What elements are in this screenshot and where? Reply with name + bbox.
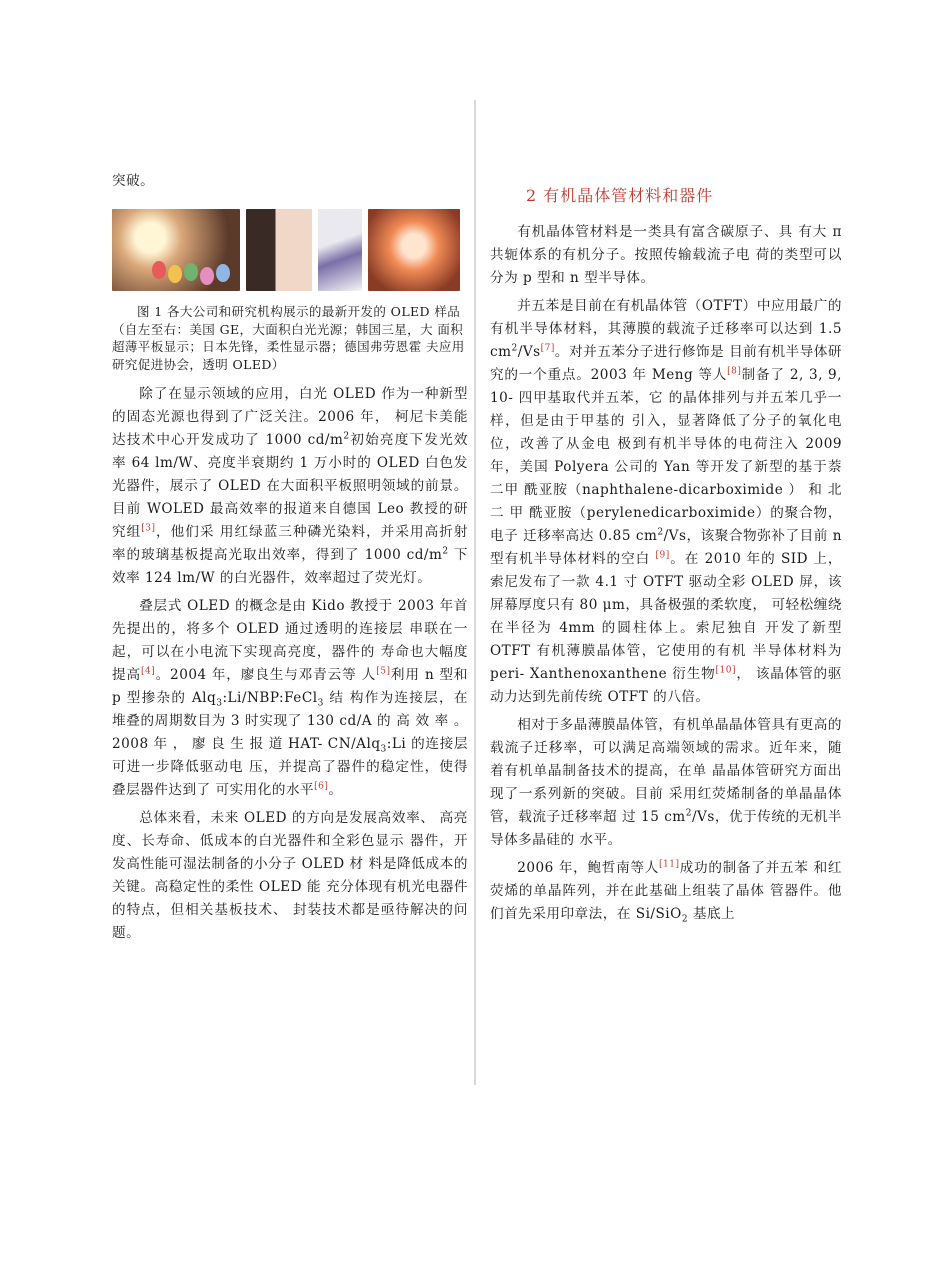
citation-6[interactable]: [6] [314,781,329,792]
citation-9[interactable]: [9] [655,550,670,561]
column-divider [474,100,476,1085]
section-heading: 2 有机晶体管材料和器件 [526,186,714,205]
left-column [112,170,468,950]
intro-tail: 突破。 [112,173,155,189]
photo-samsung-flat-display [246,209,312,291]
citation-8[interactable]: [8] [727,366,742,377]
paragraph-single-crystal: 相对于多晶薄膜晶体管，有机单晶晶体管具有更高的载流子迁移率，可以满足高端领域的需求。近年来，随着有机单晶制备技术的提高，在单 晶晶体管研究方面出现了一系列新的突破。目前 采用红荧烯制备的单晶晶体管，载流子迁移率超 过 15 $cm^2/Vs$，优于传统的无机半导体多晶硅的 水平。 [490,717,842,848]
citation-3[interactable]: [3] [141,523,156,534]
citation-4[interactable]: [4] [140,666,156,677]
paragraph-tandem-oled: 叠层式 OLED 的概念是由 Kido 教授于 2003 年首先提出的，将多个 OLED 通过透明的连接层 串联在一起，可以在小电流下实现高亮度，器件的 寿命也大幅度提高[4]。2004 年，廖良生与邓青云等 人[5]利用 n 型和 p 型掺杂的 Alq$_3$:Li/NBP:FeCl$_3$ 结 构作为连接层，在堆叠的周期数目为 3 时实现了 130 cd/A 的 高 效 率 。 2008 年 ， 廖 良 生 报 道 HAT- CN/Alq$_3$:Li 的连接层可进一步降低驱动电 压，并提高了器件的稳定性，使得叠层器件达到了 可实用化的水平[6]。 [112,598,468,798]
right-column [490,170,842,931]
figure-1-caption: 图 1 各大公司和研究机构展示的最新开发的 OLED 样品（自左至右：美国 GE，大面积白光光源；韩国三星，大 面积超薄平板显示；日本先锋，柔性显示器；德国弗劳恩霍 夫应用研究促进协会，透明 OLED） [112,304,465,372]
citation-11[interactable]: [11] [659,859,680,870]
citation-5[interactable]: [5] [376,666,391,677]
citation-10[interactable]: [10] [715,665,736,676]
paragraph-crystal-arrays: 2006 年，鲍哲南等人[11]成功的制备了并五苯 和红荧烯的单晶阵列，并在此基础上组装了晶体 管器件。他们首先采用印章法，在 Si/SiO$_2$ 基底上 [490,859,842,925]
photo-ge-white-light-source [112,209,240,291]
photo-pioneer-flexible-display [318,209,362,291]
paragraph-oled-outlook: 总体来看，未来 OLED 的方向是发展高效率、 高亮度、长寿命、低成本的白光器件和全彩色显示 器件，开发高性能可湿法制备的小分子 OLED 材 料是降低成本的关键。高稳定性的柔性 OLED 能 充分体现有机光电器件的特点，但相关基板技术、 封装技术都是亟待解决的问题。 [112,810,468,941]
paragraph-white-oled-lighting: 除了在显示领域的应用，白光 OLED 作为一种新型的固态光源也得到了广泛关注。2006 年， 柯尼卡美能达技术中心开发成功了 1000 $cd/m^2$初始亮度下发光效率 64 lm/W、亮度半衰期约 1 万小时的 OLED 白色发光器件，展示了 OLED 在大面积平板照明领域的前景。目前 WOLED 最高效率的报道来自德国 Leo 教授的研究组[3]，他们采 用红绿蓝三种磷光染料，并采用高折射率的玻璃基板提高光取出效率，得到了 1000 $cd/m^2$ 下效率 124 lm/W 的白光器件，效率超过了荧光灯。 [112,386,469,586]
citation-7[interactable]: [7] [540,343,555,354]
photo-fraunhofer-transparent-oled [368,209,460,291]
paragraph-pentacene: 并五苯是目前在有机晶体管（OTFT）中应用最广的有机半导体材料，其薄膜的载流子迁移率可以达到 1.5 $cm^2/Vs[7]$。对并五苯分子进行修饰是 目前有机半导体研究的一个重点。2003 年 Meng 等人[8]制备了 2, 3, 9, 10- 四甲基取代并五苯，它 的晶体排列与并五苯几乎一样，但是由于甲基的 引入，显著降低了分子的氧化电位，改善了从金电 极到有机半导体的电荷注入 2009 年，美国 Polyera 公司的 Yan 等开发了新型的基于萘二甲 酰亚胺（naphthalene-dicarboximide ） 和 北 二 甲 酰亚胺（perylenedicarboximide）的聚合物，电子 迁移率高达 0.85 $cm^2/Vs$，该聚合物弥补了目前 n 型有机半导体材料的空白 [9]。在 2010 年的 SID 上，索尼发布了一款 4.1 寸 OTFT 驱动全彩 OLED 屏，该屏幕厚度只有 80 μm，具备极强的柔软度， 可轻松缠绕在半径为 4mm 的圆柱体上。索尼独自 开发了新型 OTFT 有机薄膜晶体管，它使用的有机 半导体材料为 peri- Xanthenoxanthene 衍生物[10]， 该晶体管的驱动力达到先前传统 OTFT 的八倍。 [490,298,843,705]
paragraph-otft-intro: 有机晶体管材料是一类具有富含碳原子、具 有大 π 共轭体系的有机分子。按照传输载流子电 荷的类型可以分为 p 型和 n 型半导体。 [490,224,842,286]
figure-1-photos [112,209,468,291]
